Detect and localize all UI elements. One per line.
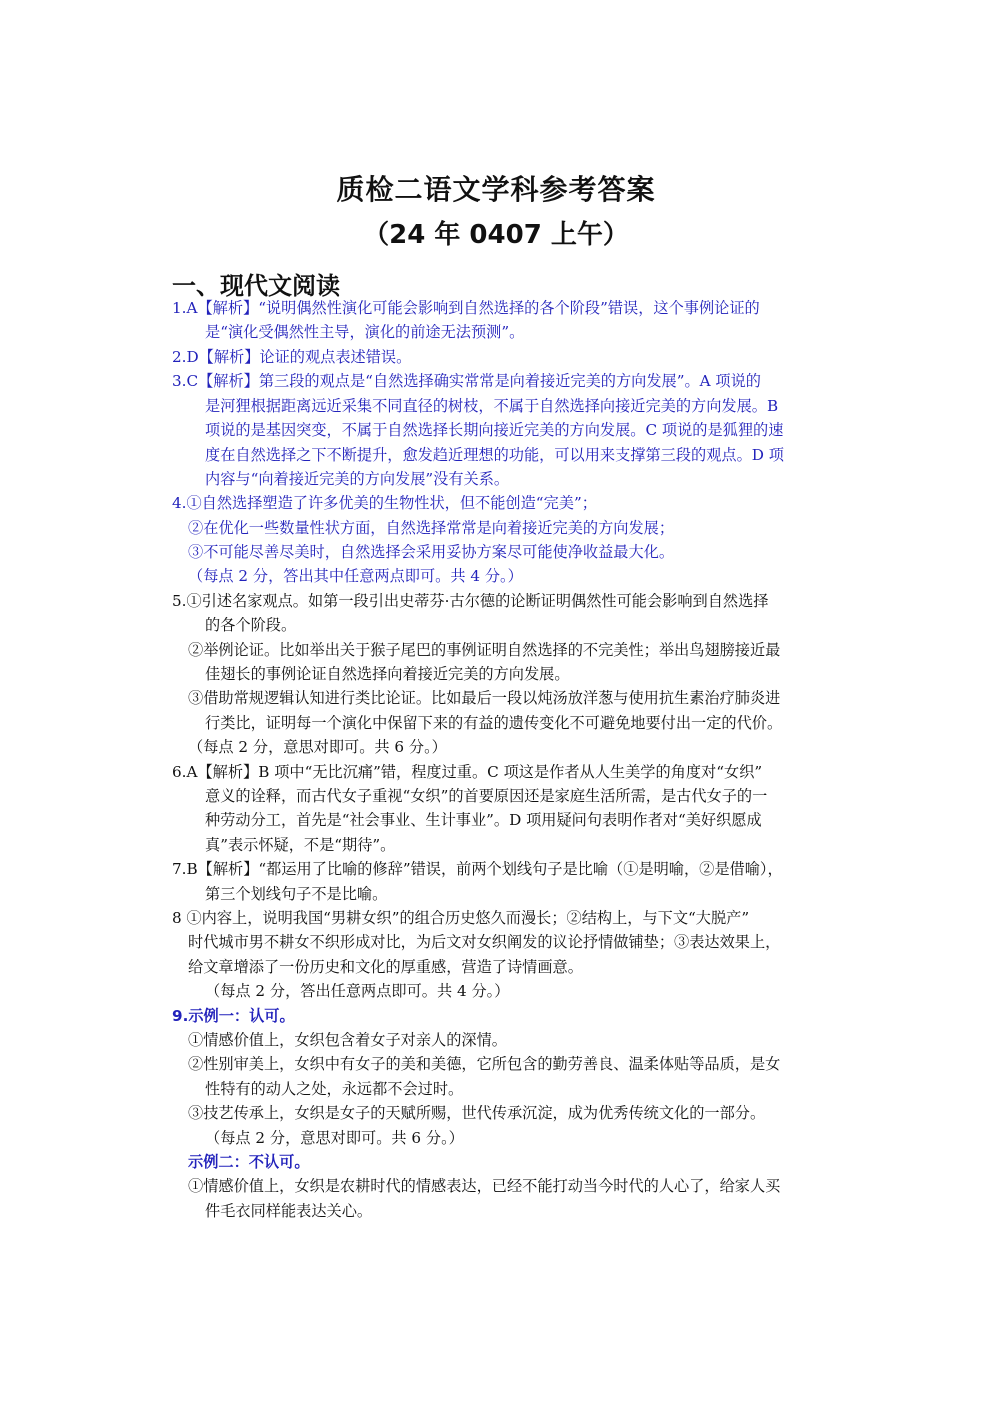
answer-line: 4.①自然选择塑造了许多优美的生物性状，但不能创造“完美”； — [172, 494, 597, 512]
answer-line: 件毛衣同样能表达关心。 — [205, 1202, 373, 1220]
answer-line: ①情感价值上，女织包含着女子对亲人的深情。 — [188, 1031, 507, 1049]
answer-line: 意义的诠释，而古代女子重视“女织”的首要原因还是家庭生活所需，是古代女子的一 — [205, 787, 768, 805]
answer-line: 2.D【解析】论证的观点表述错误。 — [172, 348, 412, 366]
answer-line: ②在优化一些数量性状方面，自然选择常常是向着接近完美的方向发展； — [188, 519, 674, 537]
answer-line: ①情感价值上，女织是农耕时代的情感表达，已经不能打动当今时代的人心了，给家人买 — [188, 1177, 781, 1195]
answer-line: 示例二：不认可。 — [188, 1153, 310, 1171]
answer-line: 是“演化受偶然性主导，演化的前途无法预测”。 — [205, 323, 525, 341]
answer-line: ②性别审美上，女织中有女子的美和美德，它所包含的勤劳善良、温柔体贴等品质，是女 — [188, 1055, 781, 1073]
answer-line: 佳翅长的事例论证自然选择向着接近完美的方向发展。 — [205, 665, 570, 683]
answer-line: ②举例论证。比如举出关于猴子尾巴的事例证明自然选择的不完美性；举出鸟翅膀接近最 — [188, 641, 781, 659]
answer-line: ③借助常规逻辑认知进行类比论证。比如最后一段以炖汤放洋葱与使用抗生素治疗肺炎进 — [188, 689, 781, 707]
section-heading: 一、现代文阅读 — [172, 272, 340, 300]
answer-line: 度在自然选择之下不断提升，愈发趋近理想的功能，可以用来支撑第三段的观点。D 项 — [205, 446, 784, 464]
answer-line: 的各个阶段。 — [205, 616, 297, 634]
answer-line: 给文章增添了一份历史和文化的厚重感，营造了诗情画意。 — [188, 958, 583, 976]
answer-line: 5.①引述名家观点。如第一段引出史蒂芬·古尔德的论断证明偶然性可能会影响到自然选择 — [172, 592, 769, 610]
answer-line: 第三个划线句子不是比喻。 — [205, 885, 388, 903]
answer-line: 时代城市男不耕女不织形成对比，为后文对女织阐发的议论抒情做铺垫；③表达效果上， — [188, 933, 781, 951]
document-subtitle: （24 年 0407 上午） — [363, 220, 629, 250]
answer-line: 项说的是基因突变，不属于自然选择长期向接近完美的方向发展。C 项说的是狐狸的速 — [205, 421, 784, 439]
answer-line: 是河狸根据距离远近采集不同直径的树枝，不属于自然选择向接近完美的方向发展。B — [205, 397, 779, 415]
answer-line: 6.A【解析】B 项中“无比沉痛”错，程度过重。C 项这是作者从人生美学的角度对“女织” — [172, 763, 763, 781]
answer-line: 性特有的动人之处，永远都不会过时。 — [205, 1080, 464, 1098]
answer-line: （每点 2 分，答出其中任意两点即可。共 4 分。） — [188, 567, 523, 585]
answer-line: 7.B【解析】“都运用了比喻的修辞”错误，前两个划线句子是比喻（①是明喻，②是借喻）， — [172, 860, 783, 878]
answer-line: 1.A【解析】“说明偶然性演化可能会影响到自然选择的各个阶段”错误，这个事例论证的 — [172, 299, 760, 317]
answer-line: （每点 2 分，意思对即可。共 6 分。） — [205, 1129, 464, 1147]
answer-line: 内容与“向着接近完美的方向发展”没有关系。 — [205, 470, 510, 488]
answer-line: 3.C【解析】第三段的观点是“自然选择确实常常是向着接近完美的方向发展”。A 项说的 — [172, 372, 761, 390]
answer-line: ③不可能尽善尽美时，自然选择会采用妥协方案尽可能使净收益最大化。 — [188, 543, 674, 561]
answer-line: 9.示例一：认可。 — [172, 1007, 295, 1025]
answer-line: 真”表示怀疑，不是“期待”。 — [205, 836, 396, 854]
answer-line: 行类比，证明每一个演化中保留下来的有益的遗传变化不可避免地要付出一定的代价。 — [205, 714, 783, 732]
answer-line: ③技艺传承上，女织是女子的天赋所赐，世代传承沉淀，成为优秀传统文化的一部分。 — [188, 1104, 766, 1122]
answer-line: 种劳动分工，首先是“社会事业、生计事业”。D 项用疑问句表明作者对“美好织愿成 — [205, 811, 762, 829]
answer-line: （每点 2 分，答出任意两点即可。共 4 分。） — [205, 982, 510, 1000]
answer-line: （每点 2 分，意思对即可。共 6 分。） — [188, 738, 447, 756]
answer-line: 8 ①内容上，说明我国“男耕女织”的组合历史悠久而漫长；②结构上，与下文“大脱产” — [172, 909, 750, 927]
document-title: 质检二语文学科参考答案 — [336, 173, 656, 206]
